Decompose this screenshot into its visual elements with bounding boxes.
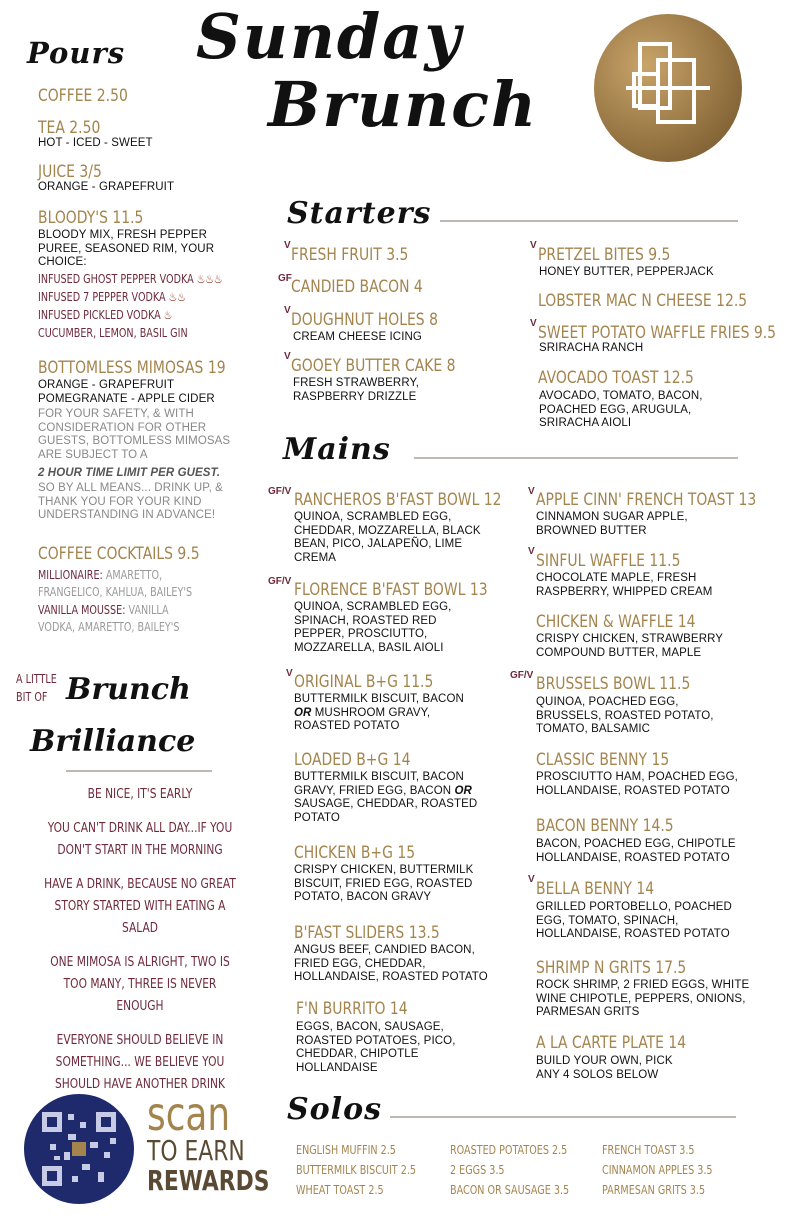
main-sinful: SINFUL WAFFLE 11.5 (536, 551, 681, 571)
solos-col2 (450, 1140, 599, 1200)
starters-rule (440, 220, 738, 222)
mains-heading: Mains (283, 432, 391, 467)
main-loaded-desc-b: SAUSAGE, CHEDDAR, ROASTED POTATO (294, 798, 478, 824)
millionaire-desc: AMARETTO, FRANGELICO, KAHLUA, BAILEY'S (38, 568, 193, 599)
solo-item: PARMESAN GRITS 3.5 (602, 1183, 706, 1197)
quote-4: ONE MIMOSA IS ALRIGHT, TWO IS TOO MANY, THREE IS NEVER ENOUGH (50, 955, 230, 1014)
cocktail-vanilla (38, 602, 206, 636)
quote-5: EVERYONE SHOULD BELIEVE IN SOMETHING... WE BELIEVE YOU SHOULD HAVE ANOTHER DRINK (55, 1033, 225, 1092)
starter-gooey: GOOEY BUTTER CAKE 8 (291, 356, 456, 376)
title-sunday: Sunday (196, 0, 463, 73)
main-bella: BELLA BENNY 14 (536, 879, 655, 899)
brilliance-script2: Brilliance (30, 724, 196, 759)
pour-mimosas: BOTTOMLESS MIMOSAS 19 (38, 358, 226, 378)
solos-heading: Solos (287, 1092, 382, 1127)
main-apple: APPLE CINN' FRENCH TOAST 13 (536, 490, 757, 510)
main-shrimp: SHRIMP N GRITS 17.5 (536, 958, 687, 978)
infused-ghost-label: INFUSED GHOST PEPPER VODKA (38, 272, 194, 286)
pour-tea-desc: HOT - ICED - SWEET (38, 137, 153, 149)
main-bacon-benny-desc: BACON, POACHED EGG, CHIPOTLE HOLLANDAISE, ROASTED POTATO (536, 838, 736, 864)
starter-pretzel: PRETZEL BITES 9.5 (538, 245, 671, 265)
main-original-desc (294, 693, 484, 734)
vanilla-label: VANILLA MOUSSE: (38, 603, 126, 617)
main-original-or: OR (294, 706, 312, 719)
pour-tea: TEA 2.50 (38, 118, 101, 138)
main-tag-florence: GF/V (268, 576, 292, 587)
brilliance-rule (66, 770, 212, 772)
main-florence-desc: QUINOA, SCRAMBLED EGG, SPINACH, ROASTED RED PEPPER, PROSCIUTTO, MOZZARELLA, BASIL AIOLI (294, 601, 452, 654)
infused-7pepper-label: INFUSED 7 PEPPER VODKA (38, 290, 166, 304)
starter-fresh-fruit: FRESH FRUIT 3.5 (291, 245, 409, 265)
main-sinful-desc: CHOCOLATE MAPLE, FRESH RASPBERRY, WHIPPED CREAM (536, 572, 713, 598)
main-bella-desc: GRILLED PORTOBELLO, POACHED EGG, TOMATO, SPINACH, HOLLANDAISE, ROASTED POTATO (536, 901, 732, 941)
main-a-la-carte: A LA CARTE PLATE 14 (536, 1033, 687, 1053)
main-tag-brussels: GF/V (510, 670, 534, 681)
solo-item: BUTTERMILK BISCUIT 2.5 (296, 1163, 416, 1177)
main-rancheros-desc: QUINOA, SCRAMBLED EGG, CHEDDAR, MOZZARELLA, BLACK BEAN, PICO, JALAPEÑO, LIME CREMA (294, 511, 481, 564)
flame-icon: ♨ (163, 308, 173, 322)
starter-tag-pretzel: V (530, 240, 537, 251)
qr-code-icon (24, 1094, 134, 1204)
brilliance-script1: Brunch (66, 672, 191, 707)
starter-avocado: AVOCADO TOAST 12.5 (538, 368, 694, 388)
starter-tag-fresh-fruit: V (284, 240, 291, 251)
brilliance-quotes (20, 784, 260, 1096)
main-tag-rancheros: GF/V (268, 486, 292, 497)
starter-lobster: LOBSTER MAC N CHEESE 12.5 (538, 291, 748, 311)
starter-doughnut-desc: CREAM CHEESE ICING (293, 331, 422, 343)
main-burrito: F'N BURRITO 14 (296, 999, 408, 1019)
brilliance-small1: A LITTLE (16, 672, 57, 686)
solos-rule (390, 1116, 736, 1118)
pour-coffee-cocktails: COFFEE COCKTAILS 9.5 (38, 544, 200, 564)
infused-7pepper (38, 290, 186, 305)
mimosas-note1: FOR YOUR SAFETY, & WITH CONSIDERATION FOR OTHER GUESTS, BOTTOMLESS MIMOSAS ARE SUBJECT TO A (38, 408, 231, 461)
main-chicken-waffle-desc: CRISPY CHICKEN, STRAWBERRY COMPOUND BUTTER, MAPLE (536, 633, 723, 659)
infused-ghost (38, 272, 223, 287)
pour-juice: JUICE 3/5 (38, 162, 102, 182)
pours-heading: Pours (27, 36, 126, 70)
quote-2: YOU CAN'T DRINK ALL DAY...IF YOU DON'T START IN THE MORNING (47, 821, 233, 858)
main-a-la-carte-desc: BUILD YOUR OWN, PICK ANY 4 SOLOS BELOW (536, 1055, 673, 1081)
qr-code[interactable] (24, 1094, 134, 1204)
infused-pickled (38, 308, 172, 323)
main-bacon-benny: BACON BENNY 14.5 (536, 816, 674, 836)
starter-sweet-potato-desc: SRIRACHA RANCH (539, 342, 644, 354)
starter-avocado-desc: AVOCADO, TOMATO, BACON, POACHED EGG, ARUGULA, SRIRACHA AIOLI (539, 390, 703, 430)
infused-gin: CUCUMBER, LEMON, BASIL GIN (38, 326, 188, 340)
main-loaded-or: OR (454, 784, 472, 797)
scan-rewards (147, 1087, 304, 1197)
solo-item: ENGLISH MUFFIN 2.5 (296, 1143, 396, 1157)
starters-heading: Starters (287, 196, 432, 231)
solo-item: ROASTED POTATOES 2.5 (450, 1143, 568, 1157)
main-chicken-waffle: CHICKEN & WAFFLE 14 (536, 612, 696, 632)
mimosas-desc2: POMEGRANATE - APPLE CIDER (38, 393, 215, 405)
main-sliders: B'FAST SLIDERS 13.5 (294, 923, 440, 943)
solo-item: WHEAT TOAST 2.5 (296, 1183, 384, 1197)
flame-icon: ♨♨♨ (196, 272, 223, 286)
main-loaded: LOADED B+G 14 (294, 750, 411, 770)
solos-col1 (296, 1140, 446, 1200)
scan-line1: scan (147, 1087, 231, 1141)
solo-item: CINNAMON APPLES 3.5 (602, 1163, 713, 1177)
main-sliders-desc: ANGUS BEEF, CANDIED BACON, FRIED EGG, CHEDDAR, HOLLANDAISE, ROASTED POTATO (294, 944, 488, 984)
starter-tag-doughnut: V (284, 305, 291, 316)
mains-rule (414, 457, 738, 459)
vanilla-desc: VANILLA VODKA, AMARETTO, BAILEY'S (38, 603, 180, 634)
starter-pretzel-desc: HONEY BUTTER, PEPPERJACK (539, 266, 714, 278)
main-brussels: BRUSSELS BOWL 11.5 (536, 674, 691, 694)
starter-sweet-potato: SWEET POTATO WAFFLE FRIES 9.5 (538, 323, 777, 343)
starter-doughnut: DOUGHNUT HOLES 8 (291, 310, 438, 330)
main-chicken-bg-desc: CRISPY CHICKEN, BUTTERMILK BISCUIT, FRIED EGG, ROASTED POTATO, BACON GRAVY (294, 864, 474, 904)
infused-pickled-label: INFUSED PICKLED VODKA (38, 308, 161, 322)
main-chicken-bg: CHICKEN B+G 15 (294, 843, 416, 863)
scan-line3: REWARDS (147, 1164, 270, 1197)
main-shrimp-desc: ROCK SHRIMP, 2 FRIED EGGS, WHITE WINE CHIPOTLE, PEPPERS, ONIONS, PARMESAN GRITS (536, 979, 750, 1019)
main-tag-sinful: V (528, 546, 535, 557)
starter-gooey-desc: FRESH STRAWBERRY, RASPBERRY DRIZZLE (293, 377, 420, 403)
mimosas-note2: 2 HOUR TIME LIMIT PER GUEST. (38, 467, 221, 479)
starter-tag-sweet-potato: V (530, 318, 537, 329)
pour-juice-desc: ORANGE - GRAPEFRUIT (38, 181, 175, 193)
starter-tag-gooey: V (284, 351, 291, 362)
logo (594, 14, 742, 162)
logo-monogram-icon (594, 14, 742, 162)
main-loaded-desc (294, 771, 479, 825)
mimosas-desc1: ORANGE - GRAPEFRUIT (38, 379, 175, 391)
main-original-desc-a: BUTTERMILK BISCUIT, BACON (294, 693, 464, 705)
brilliance-small2: BIT OF (16, 690, 48, 704)
starter-candied-bacon: CANDIED BACON 4 (291, 277, 423, 297)
quote-1: BE NICE, IT'S EARLY (87, 787, 193, 802)
millionaire-label: MILLIONAIRE: (38, 568, 103, 582)
title-brunch: Brunch (268, 68, 539, 141)
pour-bloody: BLOODY'S 11.5 (38, 208, 144, 228)
main-florence: FLORENCE B'FAST BOWL 13 (294, 580, 488, 600)
pour-coffee: COFFEE 2.50 (38, 86, 128, 106)
main-classic-benny-desc: PROSCIUTTO HAM, POACHED EGG, HOLLANDAISE, ROASTED POTATO (536, 771, 738, 797)
main-tag-original: V (286, 668, 293, 679)
main-original: ORIGINAL B+G 11.5 (294, 672, 434, 692)
pour-bloody-desc: BLOODY MIX, FRESH PEPPER PUREE, SEASONED RIM, YOUR CHOICE: (38, 229, 215, 269)
starter-tag-candied-bacon: GF (278, 273, 292, 284)
quote-3: HAVE A DRINK, BECAUSE NO GREAT STORY STARTED WITH EATING A SALAD (44, 877, 236, 936)
main-tag-bella: V (528, 874, 535, 885)
flame-icon: ♨♨ (168, 290, 186, 304)
main-classic-benny: CLASSIC BENNY 15 (536, 750, 670, 770)
main-apple-desc: CINNAMON SUGAR APPLE, BROWNED BUTTER (536, 511, 688, 537)
main-original-desc-b: MUSHROOM GRAVY, ROASTED POTATO (294, 706, 431, 733)
cocktail-millionaire (38, 567, 206, 601)
main-burrito-desc: EGGS, BACON, SAUSAGE, ROASTED POTATOES, PICO, CHEDDAR, CHIPOTLE HOLLANDAISE (296, 1021, 456, 1074)
solo-item: FRENCH TOAST 3.5 (602, 1143, 695, 1157)
scan-line2: TO EARN (147, 1134, 245, 1167)
solo-item: BACON OR SAUSAGE 3.5 (450, 1183, 570, 1197)
main-loaded-desc-a: BUTTERMILK BISCUIT, BACON GRAVY, FRIED EGG, BACON (294, 771, 464, 797)
mimosas-note3: SO BY ALL MEANS... DRINK UP, & THANK YOU FOR YOUR KIND UNDERSTANDING IN ADVANCE! (38, 482, 223, 522)
main-tag-apple: V (528, 486, 535, 497)
solos-col3 (602, 1140, 740, 1200)
main-brussels-desc: QUINOA, POACHED EGG, BRUSSELS, ROASTED POTATO, TOMATO, BALSAMIC (536, 696, 714, 736)
solo-item: 2 EGGS 3.5 (450, 1163, 505, 1177)
main-rancheros: RANCHEROS B'FAST BOWL 12 (294, 490, 502, 510)
